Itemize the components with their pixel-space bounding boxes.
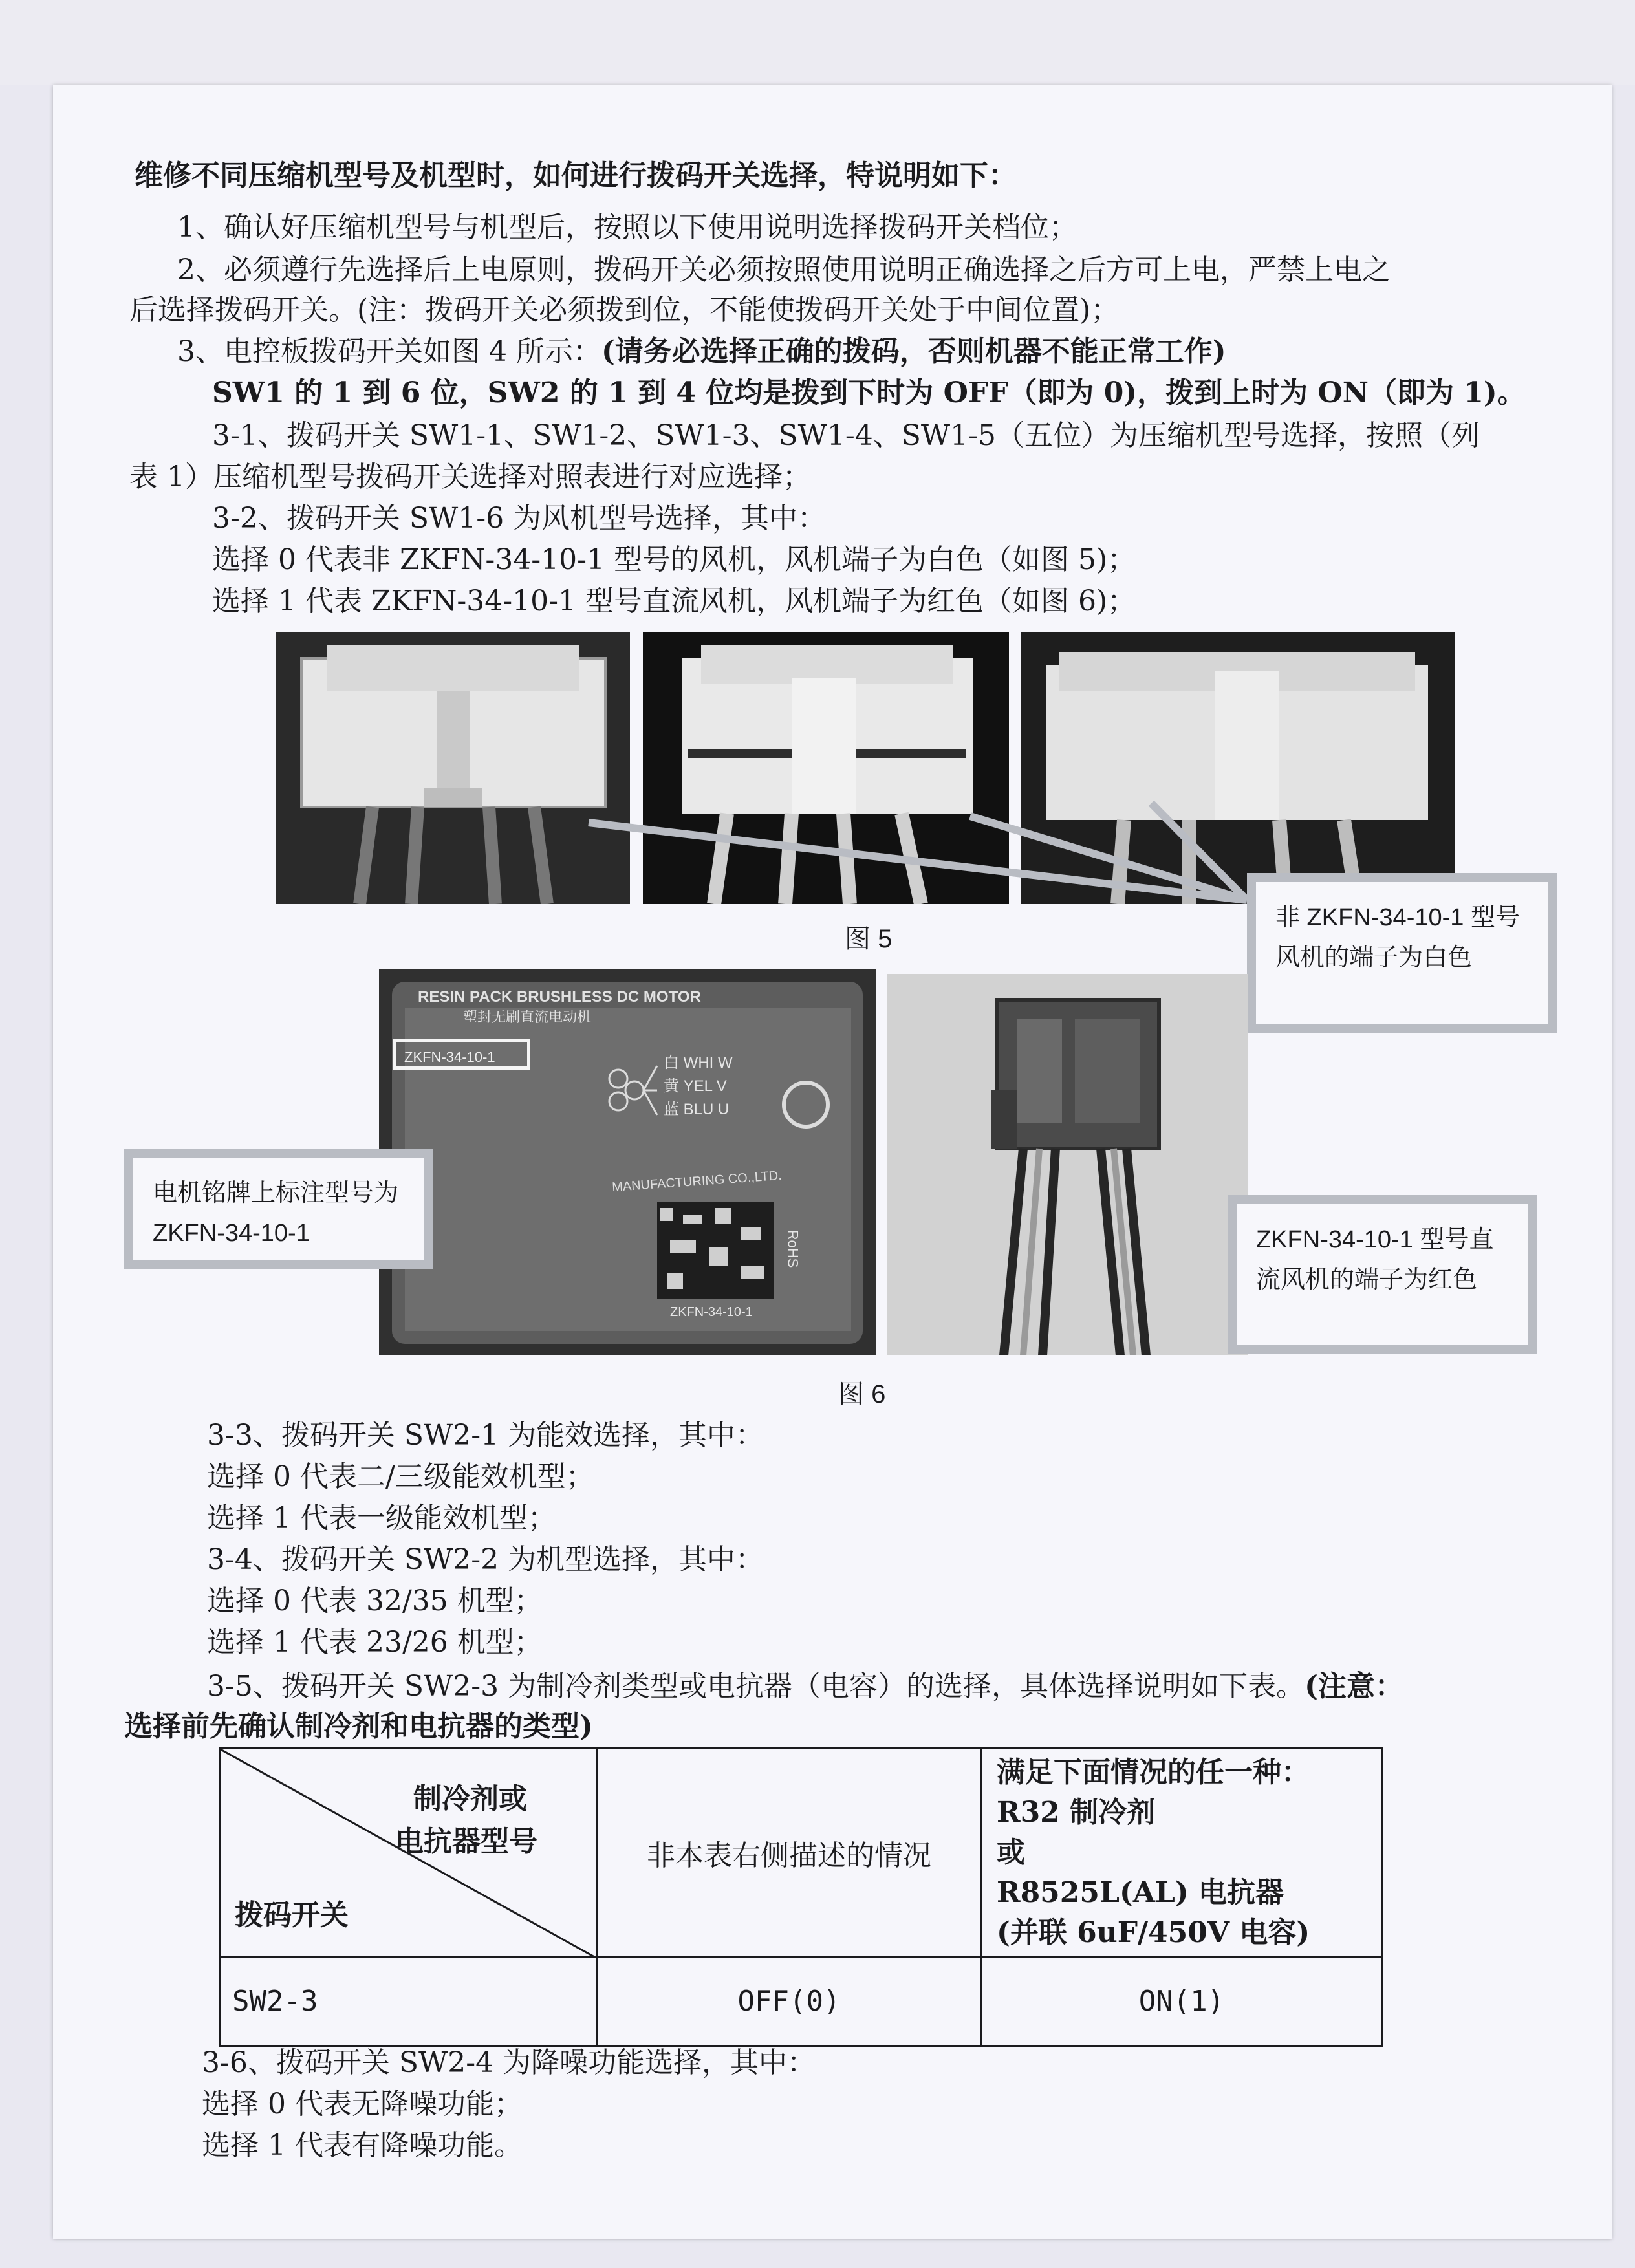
nameplate-rohs: RoHS — [785, 1229, 801, 1268]
paragraph-3-6: 3-6、拨码开关 SW2-4 为降噪功能选择，其中： — [202, 2046, 816, 2079]
fig6-caption: 图 6 — [838, 1380, 886, 1409]
paragraph-3-1-line-1: 3-1、拨码开关 SW1-1、SW1-2、SW1-3、SW1-4、SW1-5（五位）为压缩机型号选择，按照（列 — [212, 419, 1480, 452]
paragraph-2-line-1: 2、必须遵行先选择后上电原则，拨码开关必须按照使用说明正确选择之后方可上电，严禁上电之 — [177, 254, 1391, 286]
nameplate-maker: MANUFACTURING CO.,LTD. — [611, 1168, 783, 1195]
paragraph-3-2-option-0: 选择 0 代表非 ZKFN-34-10-1 型号的风机，风机端子为白色（如图 5)； — [212, 543, 1136, 576]
paragraph-3-warning: (请务必选择正确的拨码，否则机器不能正常工作) — [601, 335, 1226, 368]
diag-header-top: 制冷剂或 — [413, 1782, 527, 1815]
fig6-callout-right: ZKFN-34-10-1 型号直流风机的端子为红色 — [1228, 1195, 1537, 1354]
wire-code-v: 黄 YEL V — [664, 1077, 727, 1095]
condition-or: 或 — [997, 1835, 1025, 1869]
paragraph-1: 1、确认好压缩机型号与机型后，按照以下使用说明选择拨码开关档位； — [177, 211, 1077, 244]
table-diagonal-header — [220, 1749, 597, 1957]
paragraph-3-4-option-0: 选择 0 代表 32/35 机型； — [207, 1584, 543, 1617]
fig6-motor-photo — [379, 969, 876, 1355]
paragraph-3-5-line-2: 选择前先确认制冷剂和电抗器的类型) — [124, 1710, 593, 1743]
condition-r32: R32 制冷剂 — [997, 1795, 1156, 1829]
paragraph-3-4: 3-4、拨码开关 SW2-2 为机型选择，其中： — [207, 1543, 764, 1576]
wire-code-u: 蓝 BLU U — [664, 1101, 730, 1118]
wire-code-w: 白 WHI W — [664, 1054, 733, 1072]
paragraph-3-3-option-1: 选择 1 代表一级能效机型； — [207, 1502, 556, 1535]
paragraph-3-4-option-1: 选择 1 代表 23/26 机型； — [207, 1626, 543, 1659]
row-value-off: OFF(0) — [597, 1957, 982, 2046]
paragraph-2-line-2: 后选择拨码开关。(注：拨码开关必须拨到位，不能使拨码开关处于中间位置)； — [129, 294, 1120, 327]
paragraph-3-3: 3-3、拨码开关 SW2-1 为能效选择，其中： — [207, 1419, 764, 1452]
nameplate-model-box: ZKFN-34-10-1 — [393, 1039, 530, 1070]
paragraph-3-1-line-2: 表 1）压缩机型号拨码开关选择对照表进行对应选择； — [129, 460, 811, 493]
col-header-other: 非本表右侧描述的情况 — [597, 1749, 982, 1957]
fig6-callout-left: 电机铭牌上标注型号为 ZKFN-34-10-1 — [124, 1149, 433, 1269]
nameplate-bottom-model: ZKFN-34-10-1 — [670, 1305, 753, 1319]
row-label-sw2-3: SW2-3 — [220, 1957, 597, 2046]
paragraph-3-2-option-1: 选择 1 代表 ZKFN-34-10-1 型号直流风机，风机端子为红色（如图 6)； — [212, 585, 1136, 618]
col-header-conditions — [982, 1749, 1382, 1957]
section-heading: 维修不同压缩机型号及机型时，如何进行拨码开关选择，特说明如下： — [135, 159, 1017, 192]
paragraph-3-6-option-0: 选择 0 代表无降噪功能； — [202, 2088, 523, 2121]
paragraph-3-5-note: (注意： — [1305, 1670, 1403, 1703]
nameplate-cn-title: 塑封无刷直流电动机 — [463, 1010, 592, 1026]
paragraph-3-plain: 3、电控板拨码开关如图 4 所示： — [177, 335, 601, 368]
fig5-caption: 图 5 — [845, 925, 893, 953]
nameplate-title: RESIN PACK BRUSHLESS DC MOTOR — [418, 988, 701, 1006]
paragraph-3-3-option-0: 选择 0 代表二/三级能效机型； — [207, 1460, 594, 1493]
diag-header-bottom: 拨码开关 — [235, 1899, 349, 1932]
condition-capacitor: (并联 6uF/450V 电容) — [997, 1916, 1310, 1949]
fig6-connector-photo — [887, 974, 1248, 1355]
sw2-3-selection-table — [219, 1747, 1383, 2047]
paragraph-3-2: 3-2、拨码开关 SW1-6 为风机型号选择，其中： — [212, 502, 827, 535]
motor-nameplate-image — [379, 969, 876, 1355]
paragraph-3-5-line-1 — [207, 1667, 1403, 1706]
paragraph-3-5-plain: 3-5、拨码开关 SW2-3 为制冷剂类型或电抗器（电容）的选择，具体选择说明如下表。 — [207, 1670, 1305, 1703]
diag-header-mid: 电抗器型号 — [395, 1825, 537, 1858]
paragraph-3-6-option-1: 选择 1 代表有降噪功能。 — [202, 2129, 523, 2162]
nameplate-wire-codes — [664, 1052, 733, 1121]
paragraph-3-line-2: SW1 的 1 到 6 位，SW2 的 1 到 4 位均是拨到下时为 OFF（即为 0)，拨到上时为 ON（即为 1)。 — [212, 376, 1526, 409]
condition-reactor: R8525L(AL) 电抗器 — [997, 1875, 1284, 1909]
fig5-callout: 非 ZKFN-34-10-1 型号风机的端子为白色 — [1247, 873, 1557, 1033]
condition-intro: 满足下面情况的任一种： — [997, 1755, 1310, 1789]
red-connector-image — [887, 974, 1248, 1355]
row-value-on: ON(1) — [982, 1957, 1382, 2046]
